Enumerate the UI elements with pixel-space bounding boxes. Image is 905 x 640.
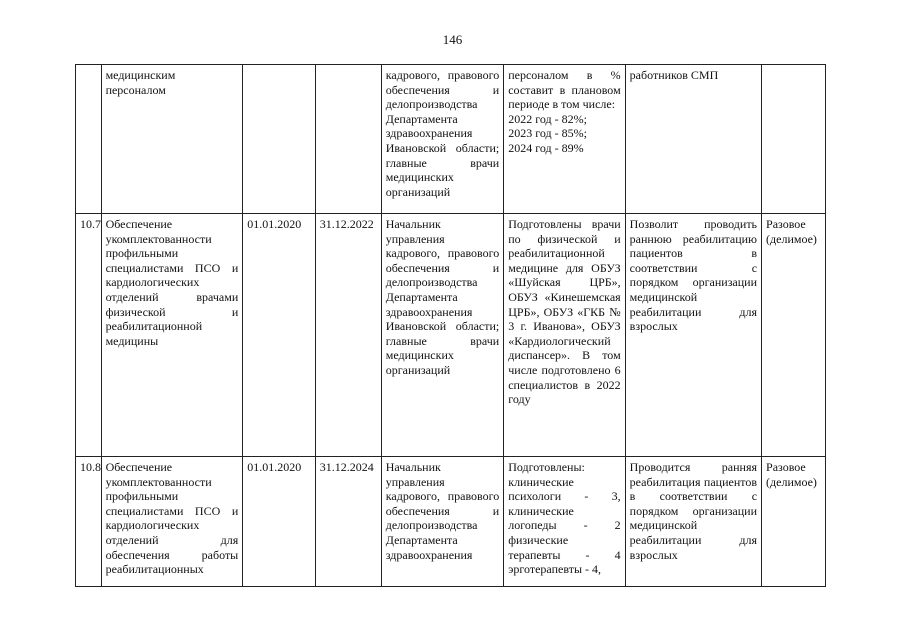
cell-start-date <box>243 65 315 214</box>
cell-number: 10.8 <box>76 457 102 587</box>
cell-result-text: персоналом в % составит в плановом периоде в том числе: 2022 год - 82%; 2023 год - 85%; 2024 год - 89% <box>508 68 621 155</box>
page-number: 146 <box>442 32 463 47</box>
cell-type: Разовое (делимое) <box>762 457 826 587</box>
cell-responsible: Начальник управления кадрового, правового обеспечения и делопроизводства Департамента здравоохранения Ивановской области; главные врачи медицинских организаций <box>381 214 504 457</box>
cell-responsible: Начальник управления кадрового, правового обеспечения и делопроизводства Департамента здравоохранения <box>381 457 504 587</box>
cell-end-date: 31.12.2022 <box>315 214 381 457</box>
cell-start-date: 01.01.2020 <box>243 457 315 587</box>
cell-result <box>504 65 625 214</box>
cell-type: Разовое (делимое) <box>762 214 826 457</box>
cell-result: Подготовлены врачи по физической и реабилитационной медицине для ОБУЗ «Шуйская ЦРБ», ОБУЗ «Кинешемская ЦРБ», ОБУЗ «ГКБ № 3 г. Иванова», ОБУЗ «Кардиологический диспансер». В том числе подготовлено 6 специалистов в 2022 году <box>504 214 625 457</box>
cell-effect: Проводится ранняя реабилитация пациентов в соответствии с порядком организации медицинской реабилитации для взрослых <box>625 457 761 587</box>
cell-measure-name: медицинским персоналом <box>101 65 243 214</box>
cell-end-date: 31.12.2024 <box>315 457 381 587</box>
cell-number <box>76 65 102 214</box>
table-row <box>76 65 826 214</box>
cell-effect: Позволит проводить раннюю реабилитацию пациентов в соответствии с порядком организации медицинской реабилитации для взрослых <box>625 214 761 457</box>
table-row <box>76 214 826 457</box>
cell-type <box>762 65 826 214</box>
cell-number: 10.7 <box>76 214 102 457</box>
cell-start-date: 01.01.2020 <box>243 214 315 457</box>
cell-result: Подготовлены: клинические психологи - 3, клинические логопеды - 2 физические терапевты - 4 эрготерапевты - 4, <box>504 457 625 587</box>
measures-table <box>75 64 826 587</box>
cell-measure-name: Обеспечение укомплектованности профильными специалистами ПСО и кардиологических отделений для обеспечения работы реабилитационных <box>101 457 243 587</box>
cell-measure-name: Обеспечение укомплектованности профильными специалистами ПСО и кардиологических отделений врачами физической и реабилитационной медицины <box>101 214 243 457</box>
cell-responsible: кадрового, правового обеспечения и делопроизводства Департамента здравоохранения Ивановской области; главные врачи медицинских организаций <box>381 65 504 214</box>
cell-end-date <box>315 65 381 214</box>
cell-effect: работников СМП <box>625 65 761 214</box>
table-row <box>76 457 826 587</box>
